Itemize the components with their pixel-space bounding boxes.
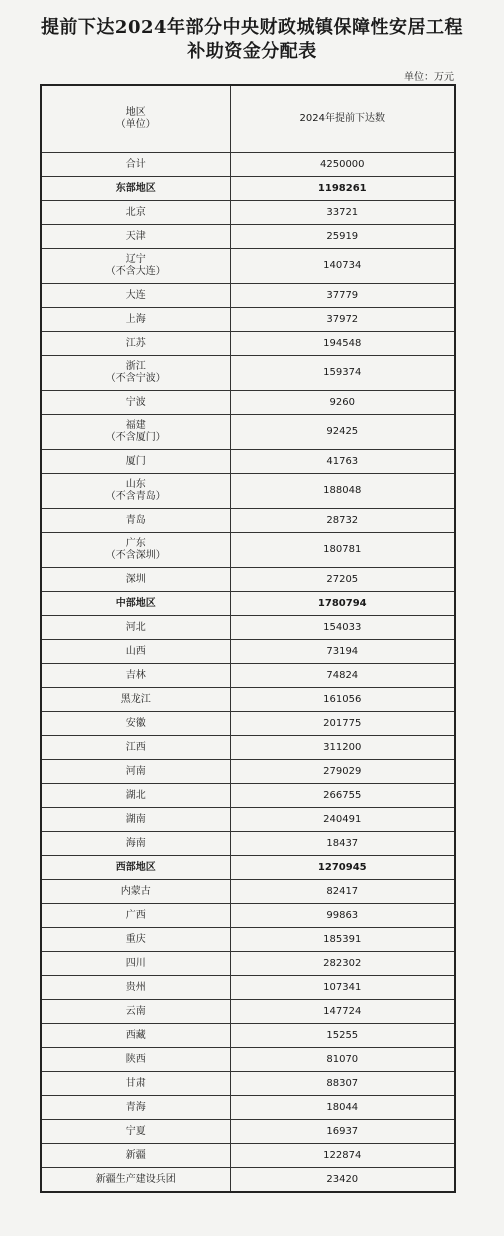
amount-cell: 240491 — [230, 808, 455, 832]
region-cell — [41, 592, 230, 616]
allocation-table — [40, 84, 456, 1193]
region-cell — [41, 616, 230, 640]
table-row — [41, 450, 455, 474]
region-cell — [41, 1144, 230, 1168]
region-name: 福建 — [125, 420, 146, 431]
region-name: 海南 — [125, 837, 146, 849]
table-row — [41, 664, 455, 688]
region-cell — [41, 904, 230, 928]
amount-cell: 73194 — [230, 640, 455, 664]
region-cell — [41, 712, 230, 736]
region-cell — [41, 474, 230, 509]
amount-cell: 33721 — [230, 201, 455, 225]
amount-cell: 92425 — [230, 415, 455, 450]
region-cell — [41, 928, 230, 952]
table-row — [41, 688, 455, 712]
amount-cell: 154033 — [230, 616, 455, 640]
table-row — [41, 1096, 455, 1120]
region-header-line-1: 地区 — [125, 107, 146, 118]
region-cell — [41, 153, 230, 177]
amount-column-header: 2024年提前下达数 — [230, 85, 455, 153]
region-cell — [41, 808, 230, 832]
amount-cell: 159374 — [230, 356, 455, 391]
region-name: 大连 — [125, 289, 146, 301]
region-cell — [41, 225, 230, 249]
region-name: 河北 — [125, 621, 146, 633]
region-cell — [41, 832, 230, 856]
amount-cell: 1780794 — [230, 592, 455, 616]
amount-cell: 147724 — [230, 1000, 455, 1024]
region-cell — [41, 760, 230, 784]
table-row — [41, 712, 455, 736]
region-name: 浙江 — [125, 361, 146, 372]
table-row — [41, 356, 455, 391]
amount-cell: 279029 — [230, 760, 455, 784]
table-row — [41, 784, 455, 808]
table-row — [41, 760, 455, 784]
table-body — [41, 153, 455, 1193]
table-row — [41, 1144, 455, 1168]
region-cell — [41, 952, 230, 976]
region-cell — [41, 640, 230, 664]
region-column-header — [41, 85, 230, 153]
table-row — [41, 736, 455, 760]
table-row — [41, 616, 455, 640]
table-row — [41, 308, 455, 332]
amount-cell: 140734 — [230, 249, 455, 284]
table-row — [41, 225, 455, 249]
region-name: 新疆 — [125, 1149, 146, 1161]
amount-cell: 74824 — [230, 664, 455, 688]
region-cell — [41, 784, 230, 808]
region-name: 宁夏 — [125, 1125, 146, 1137]
table-row — [41, 976, 455, 1000]
amount-cell: 37779 — [230, 284, 455, 308]
region-name: 黑龙江 — [120, 693, 151, 705]
table-row — [41, 201, 455, 225]
region-name: 深圳 — [125, 573, 146, 585]
amount-cell: 188048 — [230, 474, 455, 509]
amount-cell: 37972 — [230, 308, 455, 332]
table-row — [41, 808, 455, 832]
region-name: 山西 — [125, 645, 146, 657]
document-title — [0, 16, 504, 64]
region-cell — [41, 249, 230, 284]
table-row — [41, 391, 455, 415]
table-row — [41, 474, 455, 509]
table-row — [41, 1024, 455, 1048]
region-cell — [41, 509, 230, 533]
amount-cell: 1198261 — [230, 177, 455, 201]
region-note: （不含青岛） — [105, 491, 166, 502]
region-name: 安徽 — [125, 717, 146, 729]
amount-cell: 18044 — [230, 1096, 455, 1120]
amount-cell: 161056 — [230, 688, 455, 712]
amount-cell: 185391 — [230, 928, 455, 952]
region-header-line-2: （单位） — [115, 119, 156, 130]
amount-cell: 25919 — [230, 225, 455, 249]
region-name: 山东 — [125, 479, 146, 490]
table-row — [41, 832, 455, 856]
region-name: 青岛 — [125, 514, 146, 526]
unit-note: 单位：万元 — [404, 72, 454, 83]
amount-cell: 282302 — [230, 952, 455, 976]
amount-cell: 15255 — [230, 1024, 455, 1048]
region-name: 河南 — [125, 765, 146, 777]
amount-cell: 27205 — [230, 568, 455, 592]
region-note: （不含深圳） — [105, 550, 166, 561]
region-cell — [41, 1096, 230, 1120]
region-name: 宁波 — [125, 396, 146, 408]
region-cell — [41, 201, 230, 225]
amount-cell: 201775 — [230, 712, 455, 736]
table-row — [41, 880, 455, 904]
region-name: 云南 — [125, 1005, 146, 1017]
amount-cell: 16937 — [230, 1120, 455, 1144]
region-name: 东部地区 — [115, 182, 156, 194]
region-note: （不含厦门） — [105, 432, 166, 443]
amount-cell: 82417 — [230, 880, 455, 904]
region-name: 上海 — [125, 313, 146, 325]
region-name: 贵州 — [125, 981, 146, 993]
amount-cell: 99863 — [230, 904, 455, 928]
region-name: 重庆 — [125, 933, 146, 945]
region-cell — [41, 284, 230, 308]
region-name: 广西 — [125, 909, 146, 921]
region-cell — [41, 177, 230, 201]
region-name: 北京 — [125, 206, 146, 218]
region-cell — [41, 880, 230, 904]
region-name: 甘肃 — [125, 1077, 146, 1089]
region-name: 青海 — [125, 1101, 146, 1113]
region-cell — [41, 308, 230, 332]
region-cell — [41, 736, 230, 760]
region-cell — [41, 533, 230, 568]
table-row — [41, 592, 455, 616]
table-row — [41, 1120, 455, 1144]
region-cell — [41, 568, 230, 592]
amount-cell: 9260 — [230, 391, 455, 415]
table-row — [41, 1000, 455, 1024]
region-name: 西藏 — [125, 1029, 146, 1041]
region-cell — [41, 664, 230, 688]
table-row — [41, 153, 455, 177]
region-name: 陕西 — [125, 1053, 146, 1065]
amount-cell: 23420 — [230, 1168, 455, 1193]
amount-cell: 122874 — [230, 1144, 455, 1168]
region-note: （不含宁波） — [105, 373, 166, 384]
region-name: 江苏 — [125, 337, 146, 349]
table-row — [41, 928, 455, 952]
region-cell — [41, 415, 230, 450]
region-cell — [41, 856, 230, 880]
table-row — [41, 856, 455, 880]
title-line-2: 补助资金分配表 — [187, 41, 317, 62]
table-row — [41, 509, 455, 533]
region-cell — [41, 976, 230, 1000]
region-cell — [41, 1072, 230, 1096]
amount-cell: 194548 — [230, 332, 455, 356]
region-name: 西部地区 — [115, 861, 156, 873]
region-name: 江西 — [125, 741, 146, 753]
amount-cell: 41763 — [230, 450, 455, 474]
amount-cell: 266755 — [230, 784, 455, 808]
table-row — [41, 533, 455, 568]
region-name: 辽宁 — [125, 254, 146, 265]
table-row — [41, 415, 455, 450]
region-name: 内蒙古 — [120, 885, 151, 897]
amount-cell: 81070 — [230, 1048, 455, 1072]
region-name: 湖南 — [125, 813, 146, 825]
region-note: （不含大连） — [105, 266, 166, 277]
table-row — [41, 904, 455, 928]
table-row — [41, 1048, 455, 1072]
region-name: 广东 — [125, 538, 146, 549]
region-name: 合计 — [125, 158, 146, 170]
table-row — [41, 640, 455, 664]
region-name: 厦门 — [125, 455, 146, 467]
amount-cell: 88307 — [230, 1072, 455, 1096]
table-row — [41, 952, 455, 976]
region-cell — [41, 1120, 230, 1144]
region-cell — [41, 1048, 230, 1072]
amount-cell: 311200 — [230, 736, 455, 760]
table-row — [41, 1072, 455, 1096]
region-name: 吉林 — [125, 669, 146, 681]
table-row — [41, 284, 455, 308]
region-cell — [41, 356, 230, 391]
amount-cell: 18437 — [230, 832, 455, 856]
region-name: 湖北 — [125, 789, 146, 801]
region-cell — [41, 332, 230, 356]
table-row — [41, 332, 455, 356]
table-row — [41, 568, 455, 592]
region-cell — [41, 1168, 230, 1193]
region-cell — [41, 688, 230, 712]
region-cell — [41, 450, 230, 474]
title-line-1: 提前下达2024年部分中央财政城镇保障性安居工程 — [40, 17, 464, 38]
table-row — [41, 1168, 455, 1193]
table-row — [41, 177, 455, 201]
table-header-row — [41, 85, 455, 153]
region-name: 中部地区 — [115, 597, 156, 609]
table-row — [41, 249, 455, 284]
amount-cell: 4250000 — [230, 153, 455, 177]
region-cell — [41, 391, 230, 415]
region-name: 天津 — [125, 230, 146, 242]
amount-cell: 180781 — [230, 533, 455, 568]
amount-cell: 28732 — [230, 509, 455, 533]
region-cell — [41, 1000, 230, 1024]
amount-cell: 107341 — [230, 976, 455, 1000]
region-name: 新疆生产建设兵团 — [95, 1173, 176, 1185]
region-cell — [41, 1024, 230, 1048]
amount-cell: 1270945 — [230, 856, 455, 880]
region-name: 四川 — [125, 957, 146, 969]
